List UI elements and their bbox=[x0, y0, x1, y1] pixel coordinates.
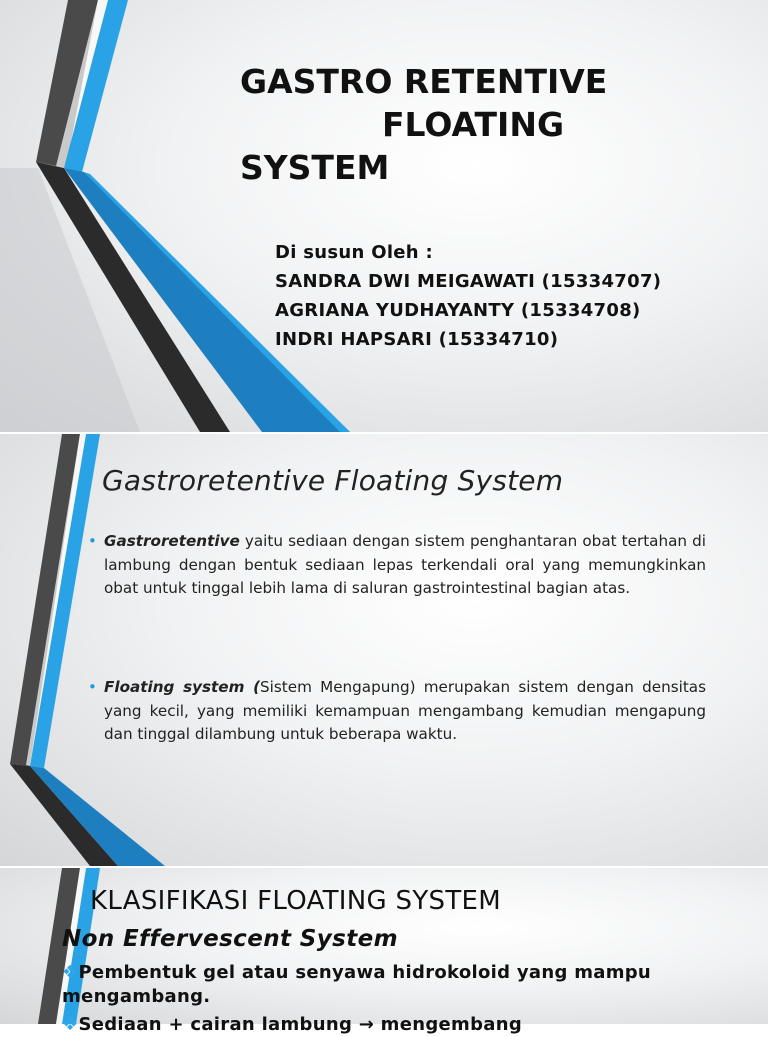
presentation-title bbox=[240, 60, 680, 189]
bullet-dot-icon: • bbox=[88, 532, 97, 550]
title-slide bbox=[0, 0, 768, 432]
item-text: Pembentuk gel atau senyawa hidrokoloid yang mampu mengambang. bbox=[62, 962, 652, 1007]
list-item bbox=[62, 961, 662, 1009]
term-gastroretentive: Gastroretentive bbox=[104, 532, 240, 550]
definition-gastroretentive: yaitu sediaan dengan sistem penghantaran obat tertahan di lambung dengan bentuk sediaan lepas terkendali oral yang memungkinkan obat untuk tinggal lebih lama di saluran gastrointestinal bagian atas. bbox=[104, 532, 706, 597]
stripe-decoration bbox=[0, 434, 768, 866]
slide-subtitle: Non Effervescent System bbox=[62, 926, 398, 952]
title-line-3: SYSTEM bbox=[240, 148, 390, 187]
slide-title: Gastroretentive Floating System bbox=[102, 464, 564, 497]
list-item bbox=[62, 1013, 662, 1037]
diamond-bullet-icon: ❖ bbox=[62, 1014, 79, 1035]
bullet-gastroretentive bbox=[90, 530, 706, 601]
bullet-dot-icon: • bbox=[88, 678, 97, 696]
classification-slide bbox=[0, 868, 768, 1035]
author-2: AGRIANA YUDHAYANTY (15334708) bbox=[275, 300, 641, 321]
author-1: SANDRA DWI MEIGAWATI (15334707) bbox=[275, 271, 662, 292]
title-line-2: FLOATING bbox=[382, 105, 565, 144]
author-block bbox=[275, 238, 661, 354]
diamond-bullet-icon: ❖ bbox=[62, 962, 79, 983]
bullet-floating-system bbox=[90, 676, 706, 747]
slide-title: KLASIFIKASI FLOATING SYSTEM bbox=[90, 886, 501, 916]
definition-floating-system: Sistem Mengapung) merupakan sistem dengan densitas yang kecil, yang memiliki kemampuan mengambang kemudian mengapung dan tinggal dilambung untuk beberapa waktu. bbox=[104, 678, 706, 743]
title-line-1: GASTRO RETENTIVE bbox=[240, 62, 608, 101]
item-text: Sediaan + cairan lambung → mengembang bbox=[78, 1014, 523, 1035]
authors-label: Di susun Oleh : bbox=[275, 242, 433, 263]
term-floating-system: Floating system ( bbox=[104, 678, 261, 696]
author-3: INDRI HAPSARI (15334710) bbox=[275, 329, 559, 350]
definition-slide bbox=[0, 434, 768, 866]
